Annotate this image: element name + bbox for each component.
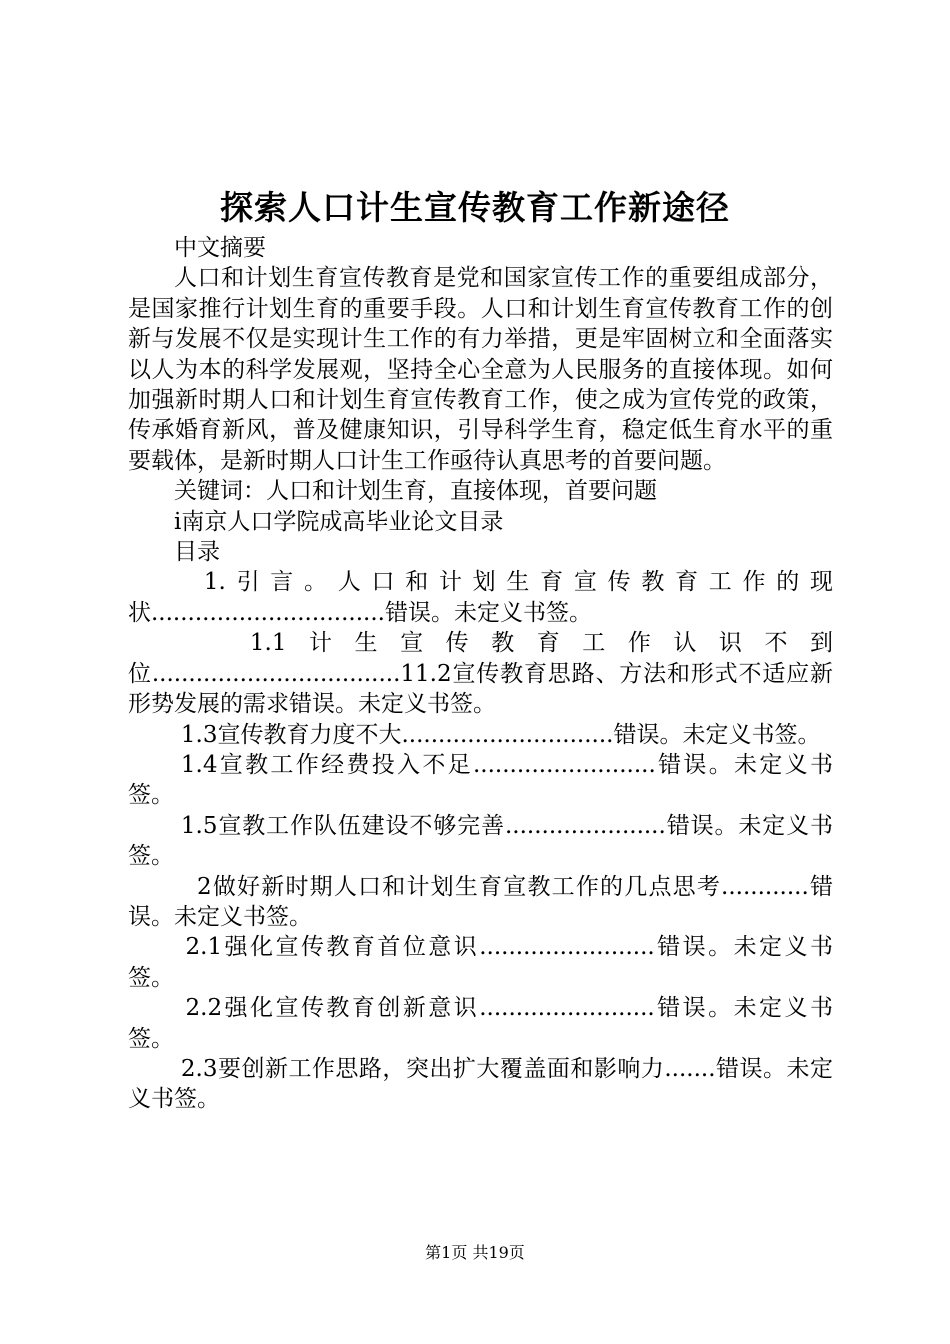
toc-entry: 1.3宣传教育力度不大.............................错误。未定义书签。 <box>180 721 821 748</box>
toc-entry: 2.1强化宣传教育首位意识........................错误。未定义书签。 <box>128 934 833 991</box>
toc-heading: 目录 <box>174 539 220 566</box>
toc-entry: 2.2强化宣传教育创新意识........................错误。未定义书签。 <box>128 995 833 1052</box>
page-footer: 第1页 共19页 <box>425 1243 525 1262</box>
toc-entry: 2做好新时期人口和计划生育宣教工作的几点思考............错误。未定义书签。 <box>128 873 833 930</box>
document-title: 探索人口计生宣传教育工作新途径 <box>220 188 730 227</box>
toc-entry: 2.3要创新工作思路，突出扩大覆盖面和影响力.......错误。未定义书签。 <box>128 1055 833 1113</box>
keywords-line: 关键词：人口和计划生育，直接体现，首要问题 <box>174 478 657 505</box>
document-body <box>128 233 833 1115</box>
school-line: i南京人口学院成高毕业论文目录 <box>174 508 504 535</box>
toc-entry: 1.4宣教工作经费投入不足.........................错误。未定义书签。 <box>128 751 833 809</box>
toc-entry: 1.1计生宣传教育工作认识不到位..................................11.2宣传教育思路、方法和形式不适应新形势发展的需求错误。未定义书签。 <box>128 630 833 718</box>
abstract-body: 人口和计划生育宣传教育是党和国家宣传工作的重要组成部分，是国家推行计划生育的重要手段。人口和计划生育宣传教育工作的创新与发展不仅是实现计生工作的有力举措，更是牢固树立和全面落实以人为本的科学发展观，坚持全心全意为人民服务的直接体现。如何加强新时期人口和计划生育宣传教育工作，使之成为宣传党的政策，传承婚育新风，普及健康知识，引导科学生育，稳定低生育水平的重要载体，是新时期人口计生工作亟待认真思考的首要问题。 <box>128 265 833 474</box>
toc-entry: 1.5宣教工作队伍建设不够完善......................错误。未定义书签。 <box>128 812 833 870</box>
abstract-heading: 中文摘要 <box>174 235 266 261</box>
toc-entry: 1.引言。人口和计划生育宣传教育工作的现状................................错误。未定义书签。 <box>128 569 833 626</box>
